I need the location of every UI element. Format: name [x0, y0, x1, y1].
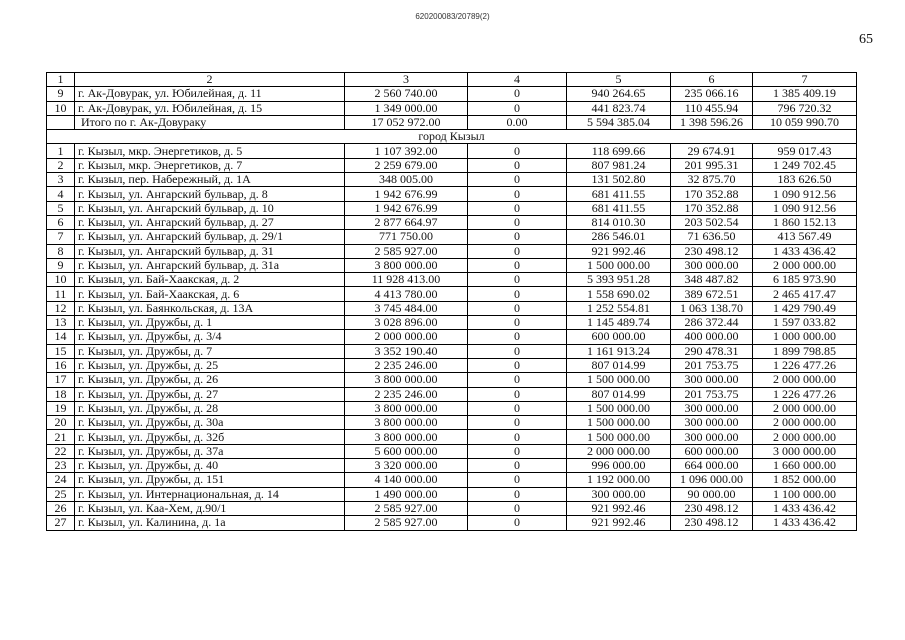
row-col5: 681 411.55	[567, 187, 671, 201]
kyzyl-rows	[47, 144, 857, 530]
total-label: Итого по г. Ак-Довураку	[75, 115, 345, 129]
row-address: г. Кызыл, ул. Дружбы, д. 3/4	[75, 330, 345, 344]
table-row	[47, 215, 857, 229]
total-row	[47, 115, 857, 129]
row-address: г. Кызыл, ул. Ангарский бульвар, д. 31	[75, 244, 345, 258]
total-col7: 10 059 990.70	[753, 115, 857, 129]
table-row	[47, 301, 857, 315]
row-col6: 32 875.70	[671, 173, 753, 187]
row-col5: 286 546.01	[567, 230, 671, 244]
row-col4: 0	[468, 173, 567, 187]
row-col4: 0	[468, 487, 567, 501]
row-address: г. Кызыл, ул. Ангарский бульвар, д. 31а	[75, 258, 345, 272]
table-row	[47, 330, 857, 344]
column-header: 5	[567, 73, 671, 87]
row-col4: 0	[468, 158, 567, 172]
row-col5: 1 500 000.00	[567, 430, 671, 444]
row-number: 16	[47, 358, 75, 372]
row-address: г. Кызыл, ул. Баянкольская, д. 13А	[75, 301, 345, 315]
row-col4: 0	[468, 201, 567, 215]
row-number: 20	[47, 416, 75, 430]
row-address: г. Кызыл, ул. Бай-Хаакская, д. 6	[75, 287, 345, 301]
row-col5: 1 161 913.24	[567, 344, 671, 358]
row-col3: 348 005.00	[345, 173, 468, 187]
row-col6: 71 636.50	[671, 230, 753, 244]
row-address: г. Кызыл, ул. Дружбы, д. 25	[75, 358, 345, 372]
row-address: г. Кызыл, ул. Дружбы, д. 151	[75, 473, 345, 487]
row-col4: 0	[468, 244, 567, 258]
row-col3: 3 800 000.00	[345, 373, 468, 387]
section-title: город Кызыл	[47, 130, 857, 144]
row-col6: 300 000.00	[671, 416, 753, 430]
row-col5: 681 411.55	[567, 201, 671, 215]
table-row	[47, 144, 857, 158]
row-col7: 1 433 436.42	[753, 516, 857, 530]
row-address: г. Кызыл, ул. Дружбы, д. 1	[75, 316, 345, 330]
row-col5: 600 000.00	[567, 330, 671, 344]
column-header: 7	[753, 73, 857, 87]
row-col5: 921 992.46	[567, 516, 671, 530]
row-col5: 921 992.46	[567, 501, 671, 515]
row-address: г. Кызыл, пер. Набережный, д. 1А	[75, 173, 345, 187]
row-col4: 0	[468, 144, 567, 158]
row-col6: 300 000.00	[671, 430, 753, 444]
row-number: 18	[47, 387, 75, 401]
row-number: 27	[47, 516, 75, 530]
row-address: г. Кызыл, мкр. Энергетиков, д. 5	[75, 144, 345, 158]
row-col6: 110 455.94	[671, 101, 753, 115]
row-col6: 286 372.44	[671, 316, 753, 330]
row-number: 5	[47, 201, 75, 215]
row-col5: 441 823.74	[567, 101, 671, 115]
row-address: г. Кызыл, ул. Дружбы, д. 40	[75, 459, 345, 473]
row-col6: 300 000.00	[671, 258, 753, 272]
row-col3: 3 352 190.40	[345, 344, 468, 358]
table-row	[47, 501, 857, 515]
table-row	[47, 358, 857, 372]
table-row	[47, 516, 857, 530]
row-col7: 2 000 000.00	[753, 416, 857, 430]
row-col4: 0	[468, 287, 567, 301]
row-col3: 3 028 896.00	[345, 316, 468, 330]
row-number: 25	[47, 487, 75, 501]
table-row	[47, 473, 857, 487]
row-number: 24	[47, 473, 75, 487]
row-col5: 1 145 489.74	[567, 316, 671, 330]
row-col7: 2 000 000.00	[753, 258, 857, 272]
row-col5: 131 502.80	[567, 173, 671, 187]
row-col7: 1 429 790.49	[753, 301, 857, 315]
row-address: г. Кызыл, ул. Дружбы, д. 32б	[75, 430, 345, 444]
table-row	[47, 416, 857, 430]
row-col3: 1 942 676.99	[345, 201, 468, 215]
row-col7: 1 385 409.19	[753, 87, 857, 101]
total-col4: 0.00	[468, 115, 567, 129]
row-address: г. Кызыл, ул. Ангарский бульвар, д. 10	[75, 201, 345, 215]
row-number: 4	[47, 187, 75, 201]
table-row	[47, 316, 857, 330]
row-col4: 0	[468, 344, 567, 358]
row-address: г. Кызыл, ул. Дружбы, д. 37а	[75, 444, 345, 458]
row-col5: 1 252 554.81	[567, 301, 671, 315]
row-number: 11	[47, 287, 75, 301]
row-col6: 1 063 138.70	[671, 301, 753, 315]
row-col3: 4 140 000.00	[345, 473, 468, 487]
row-col4: 0	[468, 215, 567, 229]
table-row	[47, 387, 857, 401]
table-row	[47, 173, 857, 187]
row-col4: 0	[468, 501, 567, 515]
row-col3: 11 928 413.00	[345, 273, 468, 287]
row-col6: 170 352.88	[671, 187, 753, 201]
table-row	[47, 101, 857, 115]
row-number: 9	[47, 258, 75, 272]
row-col5: 807 981.24	[567, 158, 671, 172]
row-col4: 0	[468, 258, 567, 272]
row-col7: 3 000 000.00	[753, 444, 857, 458]
table-row	[47, 373, 857, 387]
row-col4: 0	[468, 316, 567, 330]
row-col6: 290 478.31	[671, 344, 753, 358]
row-col4: 0	[468, 187, 567, 201]
row-number: 8	[47, 244, 75, 258]
row-address: г. Кызыл, ул. Бай-Хаакская, д. 2	[75, 273, 345, 287]
row-col3: 1 942 676.99	[345, 187, 468, 201]
row-address: г. Кызыл, мкр. Энергетиков, д. 7	[75, 158, 345, 172]
row-col4: 0	[468, 444, 567, 458]
row-col6: 400 000.00	[671, 330, 753, 344]
row-address: г. Кызыл, ул. Ангарский бульвар, д. 8	[75, 187, 345, 201]
row-col7: 1 226 477.26	[753, 387, 857, 401]
table-row	[47, 258, 857, 272]
row-col5: 2 000 000.00	[567, 444, 671, 458]
row-col3: 3 800 000.00	[345, 430, 468, 444]
row-col3: 2 585 927.00	[345, 516, 468, 530]
row-col5: 996 000.00	[567, 459, 671, 473]
row-col7: 1 899 798.85	[753, 344, 857, 358]
row-col3: 4 413 780.00	[345, 287, 468, 301]
row-col7: 1 100 000.00	[753, 487, 857, 501]
row-col5: 300 000.00	[567, 487, 671, 501]
row-col4: 0	[468, 358, 567, 372]
row-col3: 5 600 000.00	[345, 444, 468, 458]
row-col6: 203 502.54	[671, 215, 753, 229]
row-col4: 0	[468, 230, 567, 244]
table-row	[47, 287, 857, 301]
row-col7: 2 000 000.00	[753, 401, 857, 415]
row-col6: 300 000.00	[671, 401, 753, 415]
row-address: г. Кызыл, ул. Ангарский бульвар, д. 29/1	[75, 230, 345, 244]
total-col3: 17 052 972.00	[345, 115, 468, 129]
table-row	[47, 201, 857, 215]
row-col6: 201 753.75	[671, 387, 753, 401]
total-number-cell	[47, 115, 75, 129]
row-address: г. Кызыл, ул. Дружбы, д. 26	[75, 373, 345, 387]
row-col7: 6 185 973.90	[753, 273, 857, 287]
row-col5: 814 010.30	[567, 215, 671, 229]
column-header: 2	[75, 73, 345, 87]
row-number: 23	[47, 459, 75, 473]
row-col7: 1 860 152.13	[753, 215, 857, 229]
row-col3: 1 107 392.00	[345, 144, 468, 158]
row-number: 13	[47, 316, 75, 330]
row-col3: 3 800 000.00	[345, 401, 468, 415]
row-col6: 230 498.12	[671, 516, 753, 530]
row-number: 10	[47, 101, 75, 115]
row-col4: 0	[468, 459, 567, 473]
row-col7: 183 626.50	[753, 173, 857, 187]
row-col4: 0	[468, 301, 567, 315]
row-col5: 807 014.99	[567, 387, 671, 401]
row-number: 22	[47, 444, 75, 458]
row-col6: 230 498.12	[671, 244, 753, 258]
row-col7: 796 720.32	[753, 101, 857, 115]
row-col3: 2 585 927.00	[345, 501, 468, 515]
total-col6: 1 398 596.26	[671, 115, 753, 129]
row-col7: 1 090 912.56	[753, 187, 857, 201]
row-col3: 3 800 000.00	[345, 258, 468, 272]
row-col4: 0	[468, 330, 567, 344]
row-col6: 348 487.82	[671, 273, 753, 287]
row-col6: 201 995.31	[671, 158, 753, 172]
row-number: 7	[47, 230, 75, 244]
row-col5: 1 500 000.00	[567, 258, 671, 272]
row-address: г. Кызыл, ул. Дружбы, д. 27	[75, 387, 345, 401]
table-row	[47, 87, 857, 101]
row-col3: 771 750.00	[345, 230, 468, 244]
ak-dovurak-rows	[47, 87, 857, 116]
table-row	[47, 459, 857, 473]
row-number: 3	[47, 173, 75, 187]
row-col3: 3 745 484.00	[345, 301, 468, 315]
section-header-row	[47, 130, 857, 144]
data-table	[46, 72, 857, 531]
row-col5: 1 500 000.00	[567, 401, 671, 415]
row-number: 6	[47, 215, 75, 229]
row-col6: 230 498.12	[671, 501, 753, 515]
column-header: 1	[47, 73, 75, 87]
row-col5: 807 014.99	[567, 358, 671, 372]
row-col6: 389 672.51	[671, 287, 753, 301]
row-col7: 1 852 000.00	[753, 473, 857, 487]
column-header: 6	[671, 73, 753, 87]
row-col3: 2 235 246.00	[345, 358, 468, 372]
row-number: 10	[47, 273, 75, 287]
row-col4: 0	[468, 373, 567, 387]
row-col7: 1 660 000.00	[753, 459, 857, 473]
row-number: 19	[47, 401, 75, 415]
row-col7: 1 249 702.45	[753, 158, 857, 172]
row-col6: 600 000.00	[671, 444, 753, 458]
row-col6: 170 352.88	[671, 201, 753, 215]
row-number: 17	[47, 373, 75, 387]
table-row	[47, 244, 857, 258]
row-col6: 90 000.00	[671, 487, 753, 501]
row-number: 21	[47, 430, 75, 444]
row-col7: 959 017.43	[753, 144, 857, 158]
row-col4: 0	[468, 387, 567, 401]
row-col5: 118 699.66	[567, 144, 671, 158]
total-col5: 5 594 385.04	[567, 115, 671, 129]
row-col4: 0	[468, 273, 567, 287]
row-col5: 1 192 000.00	[567, 473, 671, 487]
row-col5: 940 264.65	[567, 87, 671, 101]
document-id: 620200083/20789(2)	[415, 12, 490, 21]
row-address: г. Кызыл, ул. Калинина, д. 1а	[75, 516, 345, 530]
row-col5: 921 992.46	[567, 244, 671, 258]
row-number: 15	[47, 344, 75, 358]
row-col4: 0	[468, 416, 567, 430]
column-header: 3	[345, 73, 468, 87]
row-col4: 0	[468, 101, 567, 115]
table-row	[47, 273, 857, 287]
table-row	[47, 344, 857, 358]
table-row	[47, 487, 857, 501]
row-col3: 2 877 664.97	[345, 215, 468, 229]
row-col3: 2 235 246.00	[345, 387, 468, 401]
row-col5: 1 500 000.00	[567, 416, 671, 430]
row-col7: 2 465 417.47	[753, 287, 857, 301]
row-col3: 3 800 000.00	[345, 416, 468, 430]
row-address: г. Ак-Довурак, ул. Юбилейная, д. 15	[75, 101, 345, 115]
row-col6: 29 674.91	[671, 144, 753, 158]
row-col7: 1 433 436.42	[753, 501, 857, 515]
row-col7: 413 567.49	[753, 230, 857, 244]
row-col3: 2 000 000.00	[345, 330, 468, 344]
row-col7: 1 597 033.82	[753, 316, 857, 330]
row-number: 2	[47, 158, 75, 172]
row-number: 12	[47, 301, 75, 315]
row-number: 9	[47, 87, 75, 101]
column-header: 4	[468, 73, 567, 87]
row-col5: 5 393 951.28	[567, 273, 671, 287]
row-col3: 1 349 000.00	[345, 101, 468, 115]
table-row	[47, 230, 857, 244]
row-col7: 1 433 436.42	[753, 244, 857, 258]
totals-and-section	[47, 115, 857, 144]
row-number: 26	[47, 501, 75, 515]
row-col3: 1 490 000.00	[345, 487, 468, 501]
row-address: г. Кызыл, ул. Интернациональная, д. 14	[75, 487, 345, 501]
row-col7: 1 000 000.00	[753, 330, 857, 344]
row-col4: 0	[468, 516, 567, 530]
column-number-row	[47, 73, 857, 87]
row-col3: 3 320 000.00	[345, 459, 468, 473]
row-col6: 235 066.16	[671, 87, 753, 101]
row-col5: 1 558 690.02	[567, 287, 671, 301]
row-col4: 0	[468, 87, 567, 101]
row-number: 14	[47, 330, 75, 344]
table-row	[47, 187, 857, 201]
row-col7: 1 090 912.56	[753, 201, 857, 215]
table-row	[47, 444, 857, 458]
row-col6: 1 096 000.00	[671, 473, 753, 487]
row-col4: 0	[468, 430, 567, 444]
row-address: г. Кызыл, ул. Дружбы, д. 30а	[75, 416, 345, 430]
row-address: г. Кызыл, ул. Ангарский бульвар, д. 27	[75, 215, 345, 229]
row-address: г. Кызыл, ул. Каа-Хем, д.90/1	[75, 501, 345, 515]
row-col7: 2 000 000.00	[753, 373, 857, 387]
row-col6: 664 000.00	[671, 459, 753, 473]
row-col7: 1 226 477.26	[753, 358, 857, 372]
row-col7: 2 000 000.00	[753, 430, 857, 444]
row-col5: 1 500 000.00	[567, 373, 671, 387]
row-col4: 0	[468, 473, 567, 487]
row-address: г. Кызыл, ул. Дружбы, д. 28	[75, 401, 345, 415]
row-address: г. Кызыл, ул. Дружбы, д. 7	[75, 344, 345, 358]
row-number: 1	[47, 144, 75, 158]
row-col3: 2 259 679.00	[345, 158, 468, 172]
table-row	[47, 430, 857, 444]
page-number: 65	[859, 32, 873, 47]
row-col3: 2 560 740.00	[345, 87, 468, 101]
table-row	[47, 401, 857, 415]
row-col3: 2 585 927.00	[345, 244, 468, 258]
row-col4: 0	[468, 401, 567, 415]
table-row	[47, 158, 857, 172]
row-col6: 201 753.75	[671, 358, 753, 372]
row-address: г. Ак-Довурак, ул. Юбилейная, д. 11	[75, 87, 345, 101]
row-col6: 300 000.00	[671, 373, 753, 387]
